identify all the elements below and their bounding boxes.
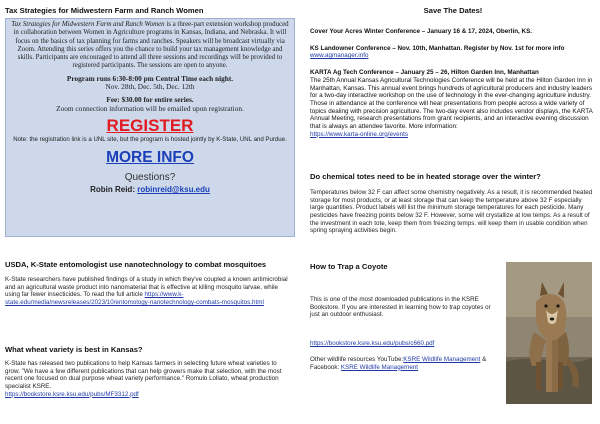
register-link[interactable]: REGISTER bbox=[106, 116, 194, 136]
mosquito-article-title: USDA, K-State entomologist use nanotechnology to combat mosquitoes bbox=[5, 260, 267, 269]
contact-email-link[interactable]: robinreid@ksu.edu bbox=[137, 185, 210, 195]
wildlife-resources bbox=[310, 356, 500, 371]
coyote-pub-link[interactable]: https://bookstore.ksre.ksu.edu/pubs/c660.pdf bbox=[310, 340, 435, 347]
coyote-article-title: How to Trap a Coyote bbox=[310, 262, 388, 271]
karta-body-text: The 25th Annual Kansas Agricultural Technologies Conference will be held at the Hilton Garden Inn in Manhattan, Kansas. This annual event brings hundreds of agricultural producers and industry leaders for a two-day interactive workshop on the use of technology in the ever-changing agriculture industry. Those in attendance at the conference will hear presentations from people across a wide variety of topics dealing with precision agriculture. The two-day event also includes vendor displays, the KARTA Annual Meeting, research presentations from grant recipients, and an interactive evening discussion that is always an attendee favorite. More information: bbox=[310, 76, 593, 131]
save-dates-title: Save The Dates! bbox=[423, 6, 483, 15]
landowner-text: KS Landowner Conference – Nov. 10th, Manhattan. Register by Nov. 1st for more info bbox=[310, 44, 565, 52]
wheat-article-link-line bbox=[5, 391, 291, 399]
coyote-photo bbox=[506, 262, 592, 404]
chemical-article-body: Temperatures below 32 F can affect some chemistry negatively. As a result, it is recommended heated storage for most products, or at least storage that can keep the temperature above 32 F especially large quantities. Product labels will list the minimum storage temperatures for each pesticide. Many pesticides have freezing points below 32 F. However, some will crystallize at low temps. As a result of the investment in each tote, keep them from freezing temps. will keep them in usable condition when spring spraying activities begin. bbox=[310, 189, 593, 235]
mosquito-article-link[interactable]: https://www.k-state.edu/media/newsreleases/2023/10/entomology-nanotechnology-combats-mosquitos.html bbox=[5, 291, 264, 306]
agmanager-link[interactable]: www.agmanager.info bbox=[310, 52, 369, 60]
tax-description bbox=[10, 21, 290, 71]
mosquito-article bbox=[5, 260, 291, 307]
contact-line bbox=[10, 185, 290, 195]
karta-link[interactable]: https://www.karta-online.org/events bbox=[310, 130, 408, 138]
wheat-article-link[interactable]: https://bookstore.ksre.ksu.edu/pubs/MF3312.pdf bbox=[5, 390, 139, 398]
chemical-article-title: Do chemical totes need to be in heated storage over the winter? bbox=[310, 172, 541, 181]
karta-event-title: KARTA Ag Tech Conference – January 25 – 26, Hilton Garden Inn, Manhattan bbox=[310, 69, 539, 77]
landowner-event bbox=[310, 45, 596, 60]
wheat-article-title: What wheat variety is best in Kansas? bbox=[5, 345, 143, 354]
wheat-article bbox=[5, 345, 291, 398]
mosquito-article-body bbox=[5, 276, 291, 307]
contact-name: Robin Reid: bbox=[90, 185, 138, 195]
tax-section-title: Tax Strategies for Midwestern Farm and Ranch Women bbox=[5, 6, 204, 15]
zoom-note: Zoom connection information will be emailed upon registration. bbox=[56, 103, 244, 113]
cover-acres-text: Cover Your Acres Winter Conference – January 16 & 17, 2024, Oberlin, KS. bbox=[310, 28, 533, 35]
more-info-link[interactable]: MORE INFO bbox=[106, 149, 194, 167]
register-note: Note: the registration link is a UNL site, but the program is hosted jointly by K-State, UNL and Purdue. bbox=[13, 136, 287, 144]
facebook-wildlife-link[interactable]: KSRE Wildlife Management bbox=[340, 363, 419, 371]
tax-strategies-section bbox=[5, 6, 295, 237]
tax-info-box bbox=[5, 18, 295, 237]
tax-description-text: is a three-part extension workshop produced in collaboration between Women in Agriculture programs in Kansas, Indiana, and Nebraska. It will focus on the basics of tax planning for farms and ranches. Speakers will be broadcast virtually via Zoom. Attending this series offers you the chance to build your tax management knowledge and skills. Participants are encouraged to attend all three sessions and recordings will be provided to registered participants. The sessions are open to anyone. bbox=[13, 21, 289, 70]
wildlife-resources-mid: & Facebook: bbox=[310, 356, 487, 371]
mosquito-article-text: K-State researchers have published findings of a study in which they've coupled a known antimicrobial and an agricultural waste product into nanomaterial that is effective at killing mosquito larvae, while using far fewer insecticides. To read the full article bbox=[5, 276, 288, 299]
wildlife-resources-prefix: Other wildlife resources YouTube: bbox=[310, 356, 404, 363]
karta-event-body bbox=[310, 77, 596, 139]
cover-acres-event bbox=[310, 28, 596, 36]
program-dates: Nov. 28th, Dec. 5th, Dec. 12th bbox=[105, 82, 195, 92]
program-time-text: Program runs 6:30-8:00 pm Central Time each night. bbox=[66, 73, 234, 83]
save-the-dates-section bbox=[310, 6, 596, 138]
questions-label: Questions? bbox=[124, 172, 176, 184]
fee-text: Fee: $30.00 for entire series. bbox=[106, 94, 194, 104]
coyote-link-line bbox=[310, 340, 500, 348]
wheat-article-body: K-State has released two publications to help Kansas farmers in selecting future wheat varieties to grow. "We have a few different publications that can help growers make that selection, with the most recent one focused on dual purpose wheat variety performance." Romulo Lollato, wheat production specialist KSRE. bbox=[5, 360, 282, 390]
tax-description-emphasis: Tax Strategies for Midwestern Farm and Ranch Women bbox=[11, 21, 165, 28]
coyote-description: This is one of the most downloaded publications in the KSRE Bookstore. If you are interested in learning how to trap coyotes or just an outdoor enthusiast. bbox=[310, 296, 491, 319]
chemical-totes-article bbox=[310, 172, 596, 235]
youtube-wildlife-link[interactable]: KSRE Wildlife Management bbox=[403, 356, 481, 363]
